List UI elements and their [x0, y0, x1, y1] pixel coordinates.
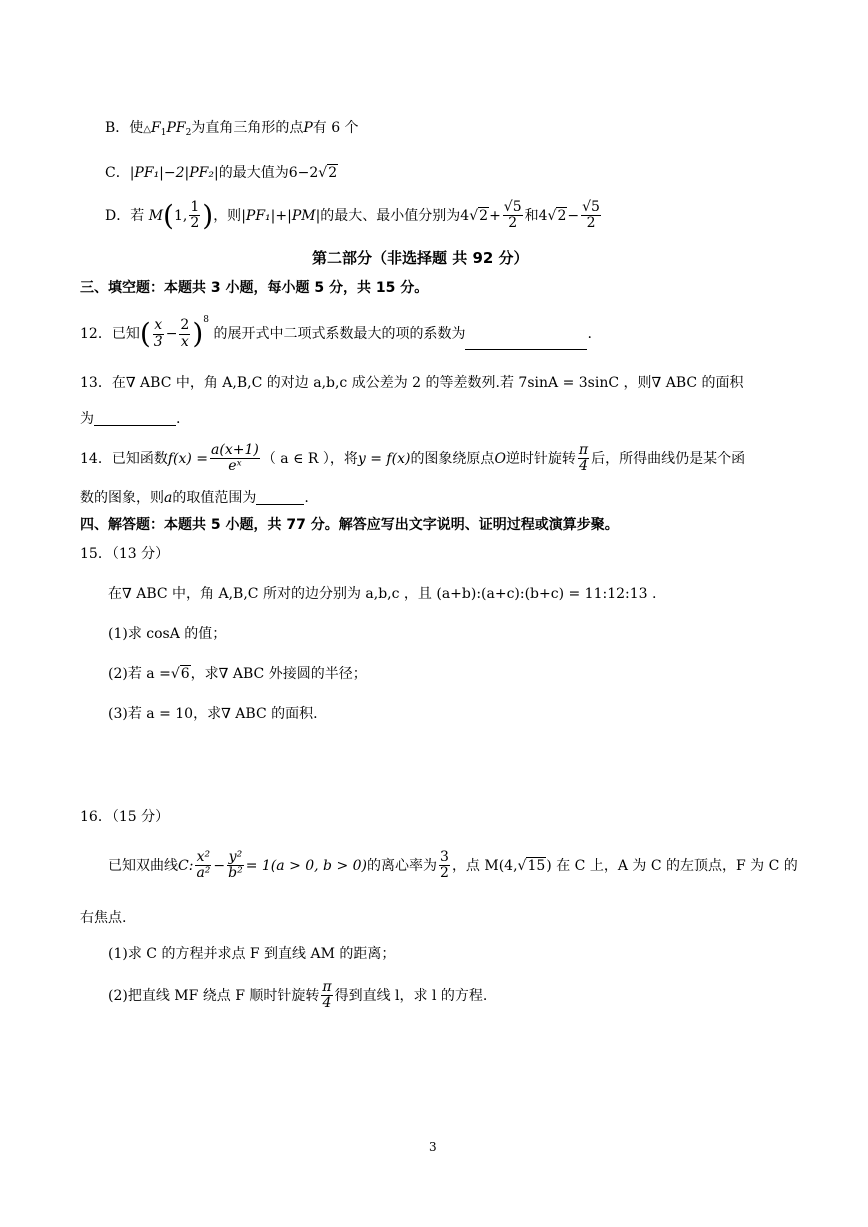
question-15-part2: (2)若 a =√6，求∇ ABC 外接圆的半径； [108, 666, 367, 682]
question-16-head: 16．（15 分） [80, 809, 170, 825]
part2-title: 第二部分（非选择题 共 92 分） [312, 249, 529, 267]
answer-blank [94, 411, 176, 426]
question-15-stem: 在∇ ABC 中，角 A,B,C 所对的边分别为 a,b,c ，且 (a+b):(a+c):(b+c) = 11:12:13 . [108, 586, 657, 602]
answer-blank [465, 335, 587, 350]
option-b: B．使$\triangle F_1PF_2$为直角三角形的点P有 6 个 [105, 120, 359, 138]
section3-heading: 三、填空题：本题共 3 小题，每小题 5 分，共 15 分。 [80, 280, 429, 296]
question-13-line2: 为 . [80, 411, 181, 427]
answer-blank [256, 490, 304, 505]
question-15-part3: (3)若 a = 10，求∇ ABC 的面积. [108, 706, 318, 722]
question-14-line2: 数的图象，则a的取值范围为 . [80, 490, 309, 506]
question-15-head: 15．（13 分） [80, 546, 170, 562]
question-16-stem: 已知双曲线C: $\frac{\text{x²}}{\text{a²}}$ − $\frac{\text{y²}}{\text{b²}}$ = 1(a > 0, b > 0)的离心率为 $\frac{3}{2}$ ，点 M(4,√15) 在 C 上，A 为 C 的左顶点，F 为 C 的 [108, 849, 798, 882]
question-16-part2: (2)把直线 MF 绕点 F 顺时针旋转 $\frac{\pi}{4}$ 得到直线 l，求 l 的方程. [108, 979, 488, 1012]
question-16-part1: (1)求 C 的方程并求点 F 到直线 AM 的距离； [108, 946, 396, 962]
option-c: C．|PF₁|−2|PF₂|的最大值为6−2√2 [105, 165, 338, 181]
question-13-line1: 13．在∇ ABC 中，角 A,B,C 的对边 a,b,c 成公差为 2 的等差数列.若 7sinA = 3sinC ，则∇ ABC 的面积 [80, 375, 744, 391]
section4-heading: 四、解答题：本题共 5 小题，共 77 分。解答应写出文字说明、证明过程或演算步聚。 [80, 517, 619, 533]
question-12: 12．已知( $\frac{x}{3}$ − $\frac{2}{x}$ )$^8$ 的展开式中二项式系数最大的项的系数为 . [80, 315, 592, 350]
question-15-part1: (1)求 cosA 的值； [108, 626, 227, 642]
question-16-line2: 右焦点. [80, 910, 127, 926]
question-14-line1: 14．已知函数f(x) = $\frac{a(x+1)}{\text{eˣ}}$ （ a ∈ R ），将y = f(x)的图象绕原点O逆时针旋转 $\frac{\pi}{4}$ 后，所得曲线仍是某个函 [80, 442, 746, 475]
page-number: 3 [429, 1140, 437, 1154]
option-d: D．若 M(1, $\frac{1}{2}$ )，则|PF₁|+|PM|的最大、最小值分别为4√2+ $\frac{√5}{2}$ 和4√2− $\frac{√5}{2}$ [105, 198, 600, 232]
